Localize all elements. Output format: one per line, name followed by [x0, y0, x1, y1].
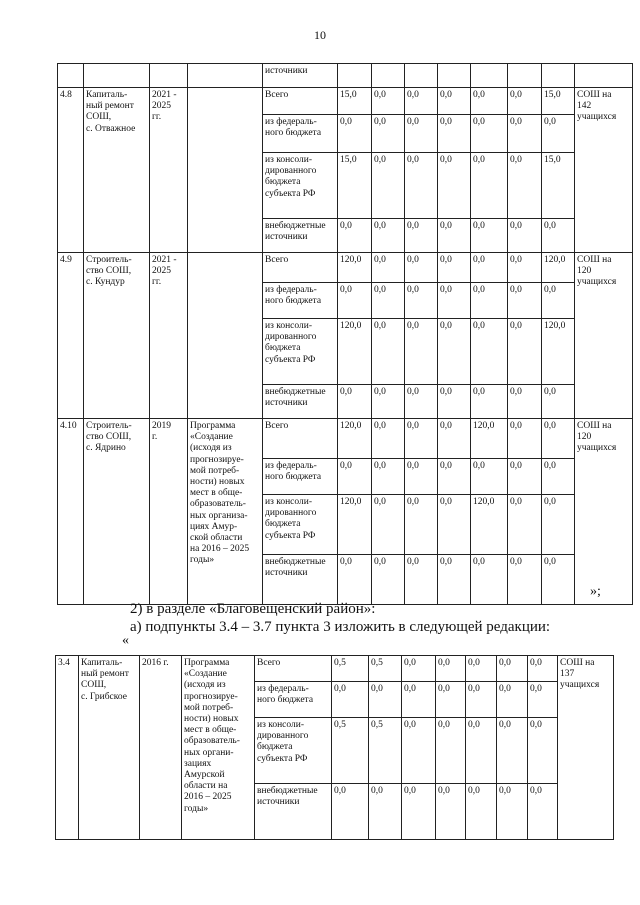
funding-source-cell: Всего [263, 88, 338, 115]
empty-cell [405, 64, 438, 88]
amount-cell: 0,0 [372, 319, 405, 385]
amount-cell: 0,0 [438, 115, 471, 153]
amount-cell: 0,5 [332, 718, 369, 784]
amount-cell: 0,0 [372, 219, 405, 253]
amount-cell: 0,0 [338, 459, 372, 495]
amount-cell: 0,5 [332, 656, 369, 682]
amount-cell: 0,0 [438, 385, 471, 419]
amount-cell: 0,0 [466, 718, 497, 784]
amount-cell: 0,0 [438, 153, 471, 219]
funding-source-cell: внебюджетные источники [263, 385, 338, 419]
period-cell: 2019 г. [150, 419, 188, 605]
program-table-bottom [55, 655, 614, 840]
amount-cell: 0,0 [369, 682, 402, 718]
amount-cell: 0,0 [542, 419, 575, 459]
amount-cell: 0,0 [405, 495, 438, 555]
amount-cell: 0,5 [369, 718, 402, 784]
period-cell: 2016 г. [140, 656, 182, 840]
empty-cell [150, 64, 188, 88]
amount-cell: 0,0 [402, 656, 436, 682]
amount-cell: 0,0 [405, 385, 438, 419]
amount-cell: 0,0 [542, 459, 575, 495]
amount-cell: 0,0 [372, 115, 405, 153]
program-cell [188, 253, 263, 419]
amount-cell: 0,0 [542, 495, 575, 555]
program-table-top [57, 63, 633, 605]
amount-cell: 0,0 [372, 385, 405, 419]
amount-cell: 120,0 [542, 253, 575, 283]
result-cell: СОШ на 137 учащихся [558, 656, 614, 840]
paragraph-subitem-a: а) подпункты 3.4 – 3.7 пункта 3 изложить в следующей редакции: [130, 619, 551, 635]
funding-source-cell: из консоли- дированного бюджета субъекта РФ [263, 319, 338, 385]
item-number-cell: 4.8 [58, 88, 84, 253]
amount-cell: 0,0 [471, 385, 508, 419]
amount-cell: 0,0 [405, 253, 438, 283]
amount-cell: 0,0 [466, 784, 497, 840]
amount-cell: 0,0 [508, 319, 542, 385]
amount-cell: 0,0 [438, 253, 471, 283]
opening-quote-mark: « [122, 633, 129, 648]
amount-cell: 0,0 [508, 283, 542, 319]
empty-cell [372, 64, 405, 88]
funding-source-cell: Всего [263, 419, 338, 459]
amount-cell: 0,0 [402, 718, 436, 784]
amount-cell: 0,0 [405, 283, 438, 319]
amount-cell: 0,0 [405, 115, 438, 153]
funding-source-cell: из консоли- дированного бюджета субъекта РФ [255, 718, 332, 784]
amount-cell: 120,0 [471, 495, 508, 555]
amount-cell: 15,0 [338, 153, 372, 219]
empty-cell [471, 64, 508, 88]
amount-cell: 0,0 [542, 283, 575, 319]
amount-cell: 0,0 [438, 283, 471, 319]
amount-cell: 0,0 [436, 682, 466, 718]
amount-cell: 0,0 [542, 219, 575, 253]
funding-source-cell: из консоли- дированного бюджета субъекта РФ [263, 153, 338, 219]
amount-cell: 0,0 [471, 88, 508, 115]
amount-cell: 0,0 [369, 784, 402, 840]
table-row [58, 253, 633, 283]
table-row [58, 88, 633, 115]
funding-source-cell: внебюджетные источники [263, 219, 338, 253]
amount-cell: 0,0 [471, 283, 508, 319]
object-name-cell: Капиталь- ный ремонт СОШ, с. Отважное [84, 88, 150, 253]
amount-cell: 120,0 [338, 319, 372, 385]
table-row [58, 419, 633, 459]
amount-cell: 0,0 [405, 555, 438, 605]
amount-cell: 0,0 [436, 718, 466, 784]
amount-cell: 0,0 [471, 555, 508, 605]
empty-cell [338, 64, 372, 88]
empty-cell [58, 64, 84, 88]
amount-cell: 120,0 [338, 419, 372, 459]
amount-cell: 0,0 [372, 419, 405, 459]
amount-cell: 0,0 [508, 88, 542, 115]
amount-cell: 0,0 [405, 419, 438, 459]
amount-cell: 0,0 [436, 656, 466, 682]
continuation-row [58, 64, 633, 88]
amount-cell: 0,0 [508, 419, 542, 459]
page-number: 10 [314, 28, 326, 42]
amount-cell: 0,0 [508, 385, 542, 419]
amount-cell: 0,0 [508, 495, 542, 555]
amount-cell: 0,0 [405, 219, 438, 253]
amount-cell: 0,0 [405, 88, 438, 115]
amount-cell: 0,0 [372, 153, 405, 219]
amount-cell: 0,0 [332, 682, 369, 718]
object-name-cell: Строитель- ство СОШ, с. Ядрино [84, 419, 150, 605]
amount-cell: 0,0 [338, 385, 372, 419]
funding-source-cell: внебюджетные источники [263, 555, 338, 605]
table-row [56, 656, 614, 682]
amount-cell: 0,0 [438, 88, 471, 115]
period-cell: 2021 - 2025 гг. [150, 253, 188, 419]
program-cell: Программа «Создание (исходя из прогнозируе- мой потреб- ности) новых мест в обще- образователь- ных организа- циях Амур- ской области на 2016 – 2025 годы» [188, 419, 263, 605]
item-number-cell: 4.10 [58, 419, 84, 605]
amount-cell: 15,0 [542, 153, 575, 219]
item-number-cell: 3.4 [56, 656, 79, 840]
amount-cell: 0,0 [405, 153, 438, 219]
period-cell: 2021 - 2025 гг. [150, 88, 188, 253]
amount-cell: 0,0 [405, 459, 438, 495]
amount-cell: 0,0 [497, 718, 528, 784]
amount-cell: 0,0 [372, 495, 405, 555]
amount-cell: 0,0 [508, 555, 542, 605]
amount-cell: 0,0 [402, 784, 436, 840]
amount-cell: 0,0 [508, 253, 542, 283]
amount-cell: 0,0 [438, 459, 471, 495]
funding-source-cell: источники [263, 64, 338, 88]
amount-cell: 0,0 [528, 656, 558, 682]
amount-cell: 0,0 [471, 253, 508, 283]
amount-cell: 0,0 [436, 784, 466, 840]
amount-cell: 0,0 [405, 319, 438, 385]
amount-cell: 0,0 [438, 555, 471, 605]
amount-cell: 0,0 [471, 115, 508, 153]
amount-cell: 0,0 [542, 115, 575, 153]
amount-cell: 0,0 [466, 656, 497, 682]
amount-cell: 0,0 [497, 682, 528, 718]
paragraph-section-2: 2) в разделе «Благовещенский район»: [130, 601, 376, 617]
funding-source-cell: из консоли- дированного бюджета субъекта РФ [263, 495, 338, 555]
amount-cell: 0,0 [497, 656, 528, 682]
amount-cell: 0,0 [471, 219, 508, 253]
empty-cell [575, 64, 633, 88]
object-name-cell: Строитель- ство СОШ, с. Кундур [84, 253, 150, 419]
amount-cell: 0,0 [332, 784, 369, 840]
amount-cell: 0,0 [466, 682, 497, 718]
amount-cell: 0,0 [372, 253, 405, 283]
amount-cell: 0,5 [369, 656, 402, 682]
program-cell: Программа «Создание (исходя из прогнозируе- мой потреб- ности) новых мест в обще- образователь- ных органи- зациях Амурской области на 2016 – 2025 годы» [182, 656, 255, 840]
empty-cell [438, 64, 471, 88]
amount-cell: 0,0 [471, 153, 508, 219]
amount-cell: 0,0 [372, 88, 405, 115]
amount-cell: 0,0 [438, 219, 471, 253]
object-name-cell: Капиталь- ный ремонт СОШ, с. Грибское [79, 656, 140, 840]
funding-source-cell: Всего [263, 253, 338, 283]
amount-cell: 0,0 [402, 682, 436, 718]
empty-cell [542, 64, 575, 88]
amount-cell: 0,0 [508, 459, 542, 495]
amount-cell: 0,0 [528, 718, 558, 784]
amount-cell: 0,0 [508, 115, 542, 153]
amount-cell: 0,0 [338, 283, 372, 319]
amount-cell: 0,0 [438, 419, 471, 459]
amount-cell: 0,0 [372, 283, 405, 319]
amount-cell: 0,0 [338, 115, 372, 153]
amount-cell: 0,0 [542, 385, 575, 419]
amount-cell: 0,0 [338, 219, 372, 253]
amount-cell: 0,0 [372, 555, 405, 605]
amount-cell: 15,0 [542, 88, 575, 115]
amount-cell: 15,0 [338, 88, 372, 115]
amount-cell: 0,0 [508, 153, 542, 219]
amount-cell: 0,0 [508, 219, 542, 253]
result-cell: СОШ на 120 учащихся [575, 419, 633, 605]
result-cell: СОШ на 120 учащихся [575, 253, 633, 419]
funding-source-cell: из федераль- ного бюджета [263, 115, 338, 153]
funding-source-cell: внебюджетные источники [255, 784, 332, 840]
amount-cell: 0,0 [438, 319, 471, 385]
amount-cell: 0,0 [471, 459, 508, 495]
item-number-cell: 4.9 [58, 253, 84, 419]
amount-cell: 0,0 [528, 682, 558, 718]
amount-cell: 120,0 [338, 253, 372, 283]
funding-source-cell: из федераль- ного бюджета [263, 459, 338, 495]
funding-source-cell: Всего [255, 656, 332, 682]
amount-cell: 0,0 [338, 555, 372, 605]
amount-cell: 120,0 [471, 419, 508, 459]
program-cell [188, 88, 263, 253]
amount-cell: 0,0 [471, 319, 508, 385]
empty-cell [188, 64, 263, 88]
funding-source-cell: из федераль- ного бюджета [255, 682, 332, 718]
empty-cell [84, 64, 150, 88]
amount-cell: 0,0 [542, 555, 575, 605]
result-cell: СОШ на 142 учащихся [575, 88, 633, 253]
amount-cell: 0,0 [438, 495, 471, 555]
closing-quote-mark: »; [590, 584, 601, 599]
empty-cell [508, 64, 542, 88]
amount-cell: 0,0 [528, 784, 558, 840]
amount-cell: 0,0 [372, 459, 405, 495]
amount-cell: 120,0 [338, 495, 372, 555]
funding-source-cell: из федераль- ного бюджета [263, 283, 338, 319]
amount-cell: 120,0 [542, 319, 575, 385]
amount-cell: 0,0 [497, 784, 528, 840]
